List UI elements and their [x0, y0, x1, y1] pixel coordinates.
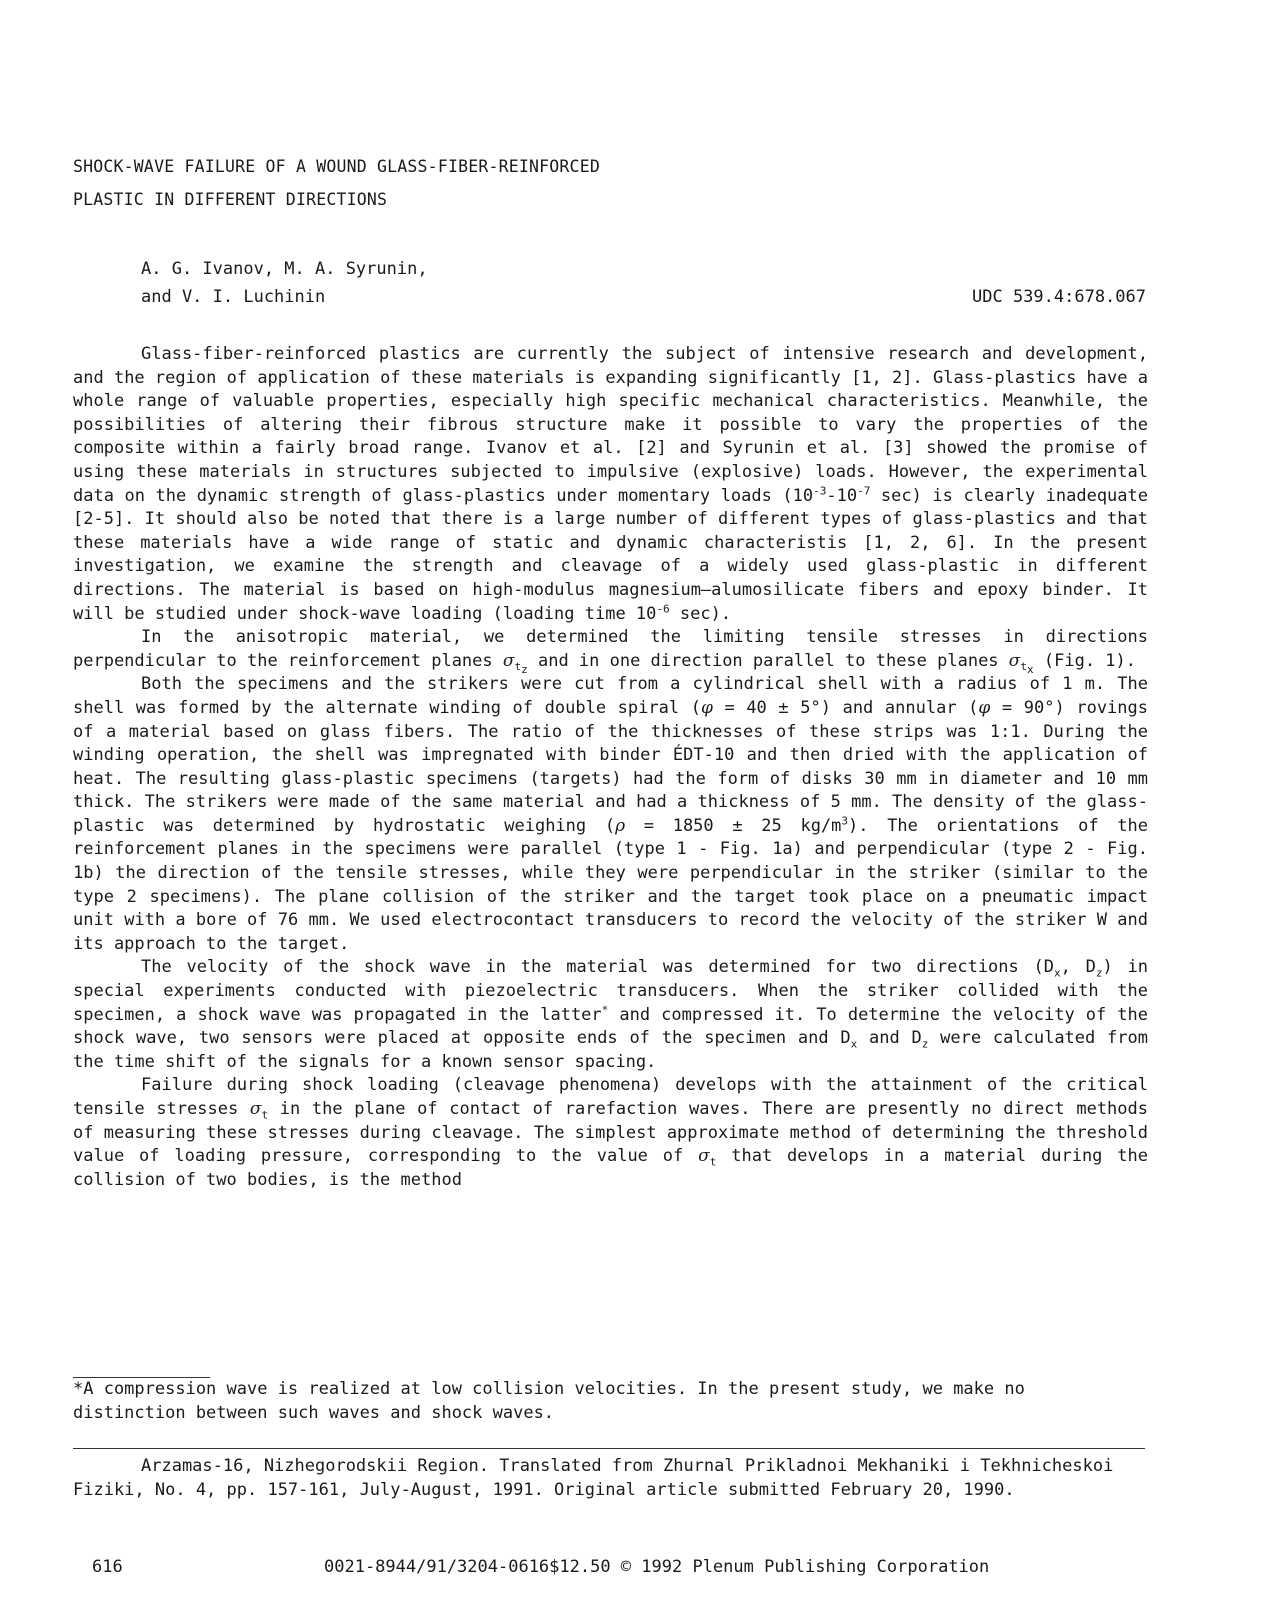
authors-line-1: A. G. Ivanov, M. A. Syrunin, [141, 259, 428, 279]
phi-symbol: φ [700, 697, 713, 718]
sigma-symbol: σ [698, 1146, 710, 1167]
paragraph-specimens: Both the specimens and the strikers were cut from a cylindrical shell with a radius of 1 m. The shell was formed by the alternate winding of double spiral (φ = 40 ± 5°) and annular (φ = 90°) rovings of a material based on glass fibers. The ratio of the thicknesses of these strips was 1:1. During the winding operation, the shell was impregnated with binder ÉDT-10 and then dried with the application of heat. The resulting glass-plastic specimens (targets) had the form of disks 30 mm in diameter and 10 mm thick. The strikers were made of the same material and had a thickness of 5 mm. The density of the glass-plastic was determined by hydrostatic weighing (ρ = 1850 ± 25 $kg/m^3$). The orientations of the reinforcement planes in the specimens were parallel (type 1 - Fig. 1a) and perpendicular (type 2 - Fig. 1b) the direction of the tensile stresses, while they were perpendicular in the striker (similar to the type 2 specimens). The plane collision of the striker and the target took place on a pneumatic impact unit with a bore of 76 mm. We used electrocontact transducers to record the velocity of the striker W and its approach to the target. [73, 674, 1149, 954]
paragraph-shock-velocity: The velocity of the shock wave in the material was determined for two directions ($D_x$, $D_z$) in special experiments conducted with piezoelectric transducers. When the striker collided with the specimen, a shock wave was propagated in the latter* and compressed it. To determine the velocity of the shock wave, two sensors were placed at opposite ends of the specimen and $D_x$ and $D_z$ were calculated from the time shift of the signals for a known sensor spacing. [73, 957, 1148, 1072]
article-title [73, 150, 600, 216]
sigma-symbol: σ [1008, 650, 1021, 671]
article-body [73, 343, 1148, 1192]
udc-code: UDC 539.4:678.067 [972, 287, 1146, 307]
sigma-symbol: σ [249, 1099, 262, 1119]
source-note: Arzamas-16, Nizhegorodskii Region. Translated from Zhurnal Prikladnoi Mekhaniki i Tekhnicheskoi Fiziki, No. 4, pp. 157-161, July-August, 1991. Original article submitted February 20, 1990. [73, 1456, 1114, 1500]
paragraph-failure: Failure during shock loading (cleavage phenomena) develops with the attainment of the critical tensile stresses $\sigma_t$ in the plane of contact of rarefaction waves. There are presently no direct methods of measuring these stresses during cleavage. The simplest approximate method of determining the threshold value of loading pressure, corresponding to the value of $\sigma_t$ that develops in a material during the collision of two bodies, is the method [73, 1075, 1148, 1190]
rho-symbol: ρ [615, 815, 626, 836]
author-list [141, 255, 428, 311]
source-divider [73, 1448, 1145, 1449]
paragraph-anisotropic: In the anisotropic material, we determined the limiting tensile stresses in directions perpendicular to the reinforcement planes $\sigma_{t_z}$ and in one direction parallel to these planes $\sigma_{t_x}$ (Fig. 1). [73, 627, 1148, 677]
page-number: 616 [92, 1557, 123, 1577]
title-line-1: SHOCK-WAVE FAILURE OF A WOUND GLASS-FIBER-REINFORCED [73, 157, 600, 176]
title-line-2: PLASTIC IN DIFFERENT DIRECTIONS [73, 190, 388, 209]
footnote-marker[interactable]: * [601, 1002, 609, 1016]
authors-line-2: and V. I. Luchinin [141, 287, 326, 307]
paragraph-intro: Glass-fiber-reinforced plastics are currently the subject of intensive research and development, and the region of application of these materials is expanding significantly [1, 2]. Glass-plastics have a whole range of valuable properties, especially high specific mechanical characteristics. Meanwhile, the possibilities of altering their fibrous structure make it possible to vary the properties of the composite within a fairly broad range. Ivanov et al. [2] and Syrunin et al. [3] showed the promise of using these materials in structures subjected to impulsive (explosive) loads. However, the experimental data on the dynamic strength of glass-plastics under momentary loads ($10^{-3}-10^{-7}$ sec) is clearly inadequate [2-5]. It should also be noted that there is a large number of different types of glass-plastics and that these materials have a wide range of static and dynamic characteristis [1, 2, 6]. In the present investigation, we examine the strength and cleavage of a widely used glass-plastic in different directions. The material is based on high-modulus magnesium—alumosilicate fibers and epoxy binder. It will be studied under shock-wave loading (loading time $10^{-6}$ sec). [73, 344, 1148, 624]
copyright-line: 0021-8944/91/3204-0616$12.50 © 1992 Plenum Publishing Corporation [324, 1557, 990, 1577]
phi-symbol: φ [978, 697, 991, 718]
sigma-symbol: σ [502, 650, 515, 671]
footnote: *A compression wave is realized at low collision velocities. In the present study, we make no distinction between such waves and shock waves. [73, 1379, 1025, 1423]
